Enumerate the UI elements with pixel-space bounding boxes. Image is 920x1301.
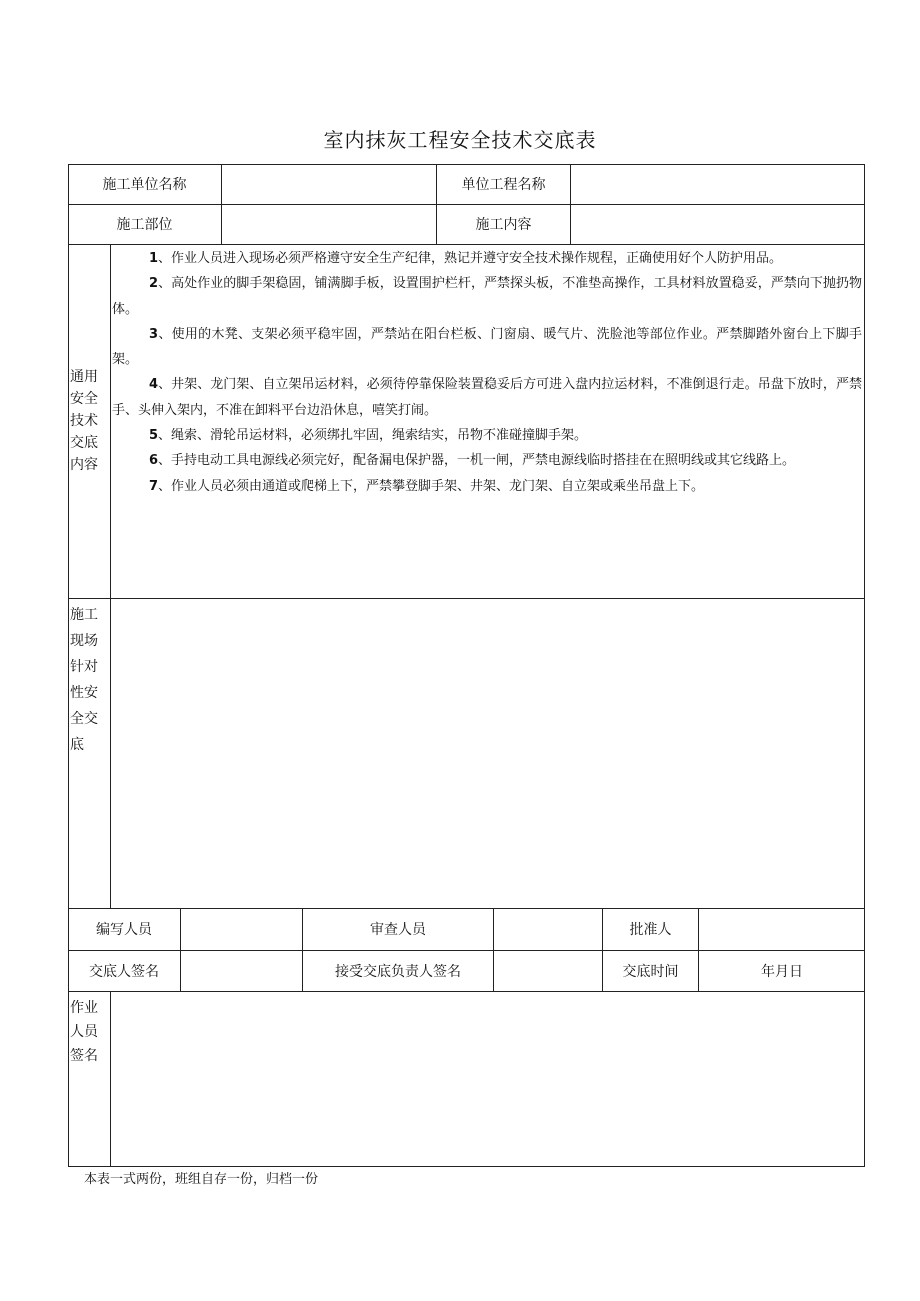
approver-label: 批准人 [629, 922, 672, 938]
workers-sign-field[interactable] [111, 992, 865, 1167]
location-field[interactable] [222, 204, 436, 244]
list-item: 5、绳索、滑轮吊运材料，必须绑扎牢固，绳索结实，吊物不准碰撞脚手架。 [149, 428, 588, 444]
footnote: 本表一式两份，班组自存一份，归档一份 [84, 1172, 319, 1187]
list-item: 6、手持电动工具电源线必须完好，配备漏电保护器，一机一闸，严禁电源线临时搭挂在在照明线或其它线路上。 [149, 453, 796, 469]
receiver-sign-label: 接受交底负责人签名 [335, 963, 461, 980]
project-name-field[interactable] [571, 164, 865, 204]
row-divider [68, 244, 865, 245]
reviewer-label: 审查人员 [370, 922, 426, 938]
reviewer-field[interactable] [494, 908, 602, 950]
receiver-sign-field[interactable] [494, 950, 602, 991]
writer-field[interactable] [181, 908, 302, 950]
discloser-sign-field[interactable] [181, 950, 302, 991]
list-item: 3、使用的木凳、支架必须平稳牢固，严禁站在阳台栏板、门窗扇、暖气片、洗脸池等部位作业。严禁脚踏外窗台上下脚手架。 [112, 326, 862, 368]
content-field[interactable] [571, 204, 865, 244]
list-item: 2、高处作业的脚手架稳固，铺满脚手板，设置围护栏杆，严禁探头板，不准垫高操作，工具材料放置稳妥，严禁向下抛扔物体。 [112, 276, 862, 317]
list-item: 7、作业人员必须由通道或爬梯上下，严禁攀登脚手架、井架、龙门架、自立架或乘坐吊盘上下。 [149, 478, 705, 494]
discloser-sign-label: 交底人签名 [89, 963, 159, 980]
specific-section-field[interactable] [111, 599, 865, 908]
writer-label: 编写人员 [96, 922, 152, 938]
location-label: 施工部位 [116, 217, 173, 233]
general-section-content [112, 246, 862, 499]
date-value[interactable]: 年月日 [761, 963, 803, 980]
project-name-label: 单位工程名称 [461, 177, 546, 193]
workers-section-label: 作业人员签名 [70, 1000, 98, 1064]
date-label: 交底时间 [622, 963, 679, 980]
page-title: 室内抹灰工程安全技术交底表 [323, 128, 597, 152]
content-label: 施工内容 [475, 217, 532, 233]
specific-section-label: 施工现场针对性安全交底 [70, 607, 98, 753]
general-section-label: 通用安全技术交底内容 [70, 369, 98, 473]
list-item: 1、作业人员进入现场必须严格遵守安全生产纪律，熟记并遵守安全技术操作规程，正确使用好个人防护用品。 [149, 251, 783, 266]
approver-field[interactable] [699, 908, 865, 950]
unit-name-label: 施工单位名称 [102, 177, 187, 193]
list-item: 4、井架、龙门架、自立架吊运材料，必须待停靠保险装置稳妥后方可进入盘内拉运材料，不准倒退行走。吊盘下放时，严禁手、头伸入架内，不准在卸料平台边沿休息，嘻笑打闹。 [112, 377, 862, 418]
unit-name-field[interactable] [222, 164, 436, 204]
